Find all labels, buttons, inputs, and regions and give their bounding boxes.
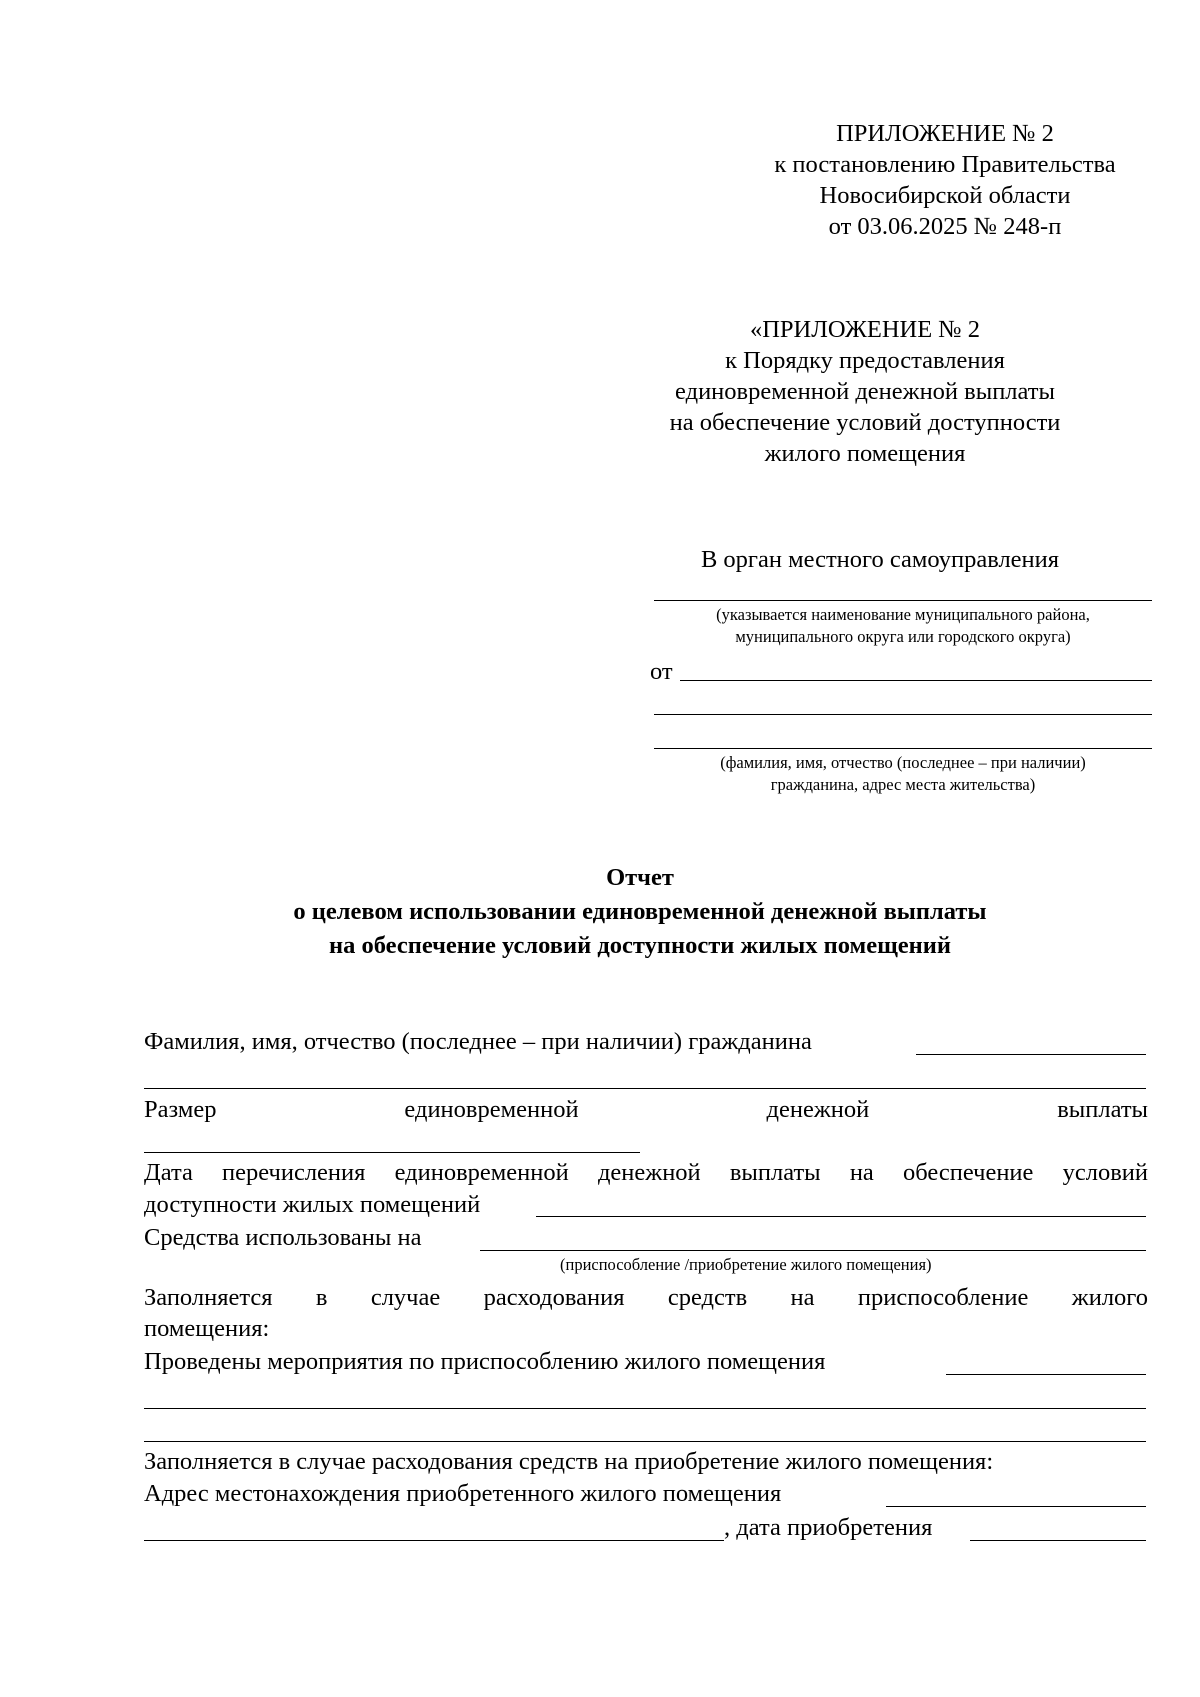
- purchase-date-line[interactable]: [970, 1540, 1146, 1541]
- funds-used-line[interactable]: [480, 1250, 1146, 1251]
- report-title-line2: о целевом использовании единовременной денежной выплаты: [293, 898, 987, 925]
- measures-label: Проведены мероприятия по приспособлению жилого помещения: [144, 1348, 826, 1375]
- transfer-date-label-1: Дата перечисления единовременной денежной выплаты на обеспечение условий: [144, 1159, 1148, 1186]
- municipality-hint: (указывается наименование муниципального района, муниципального округа или городского округа): [716, 605, 1090, 646]
- purchase-date-label: , дата приобретения: [724, 1514, 933, 1541]
- applicant-line-1[interactable]: [680, 680, 1152, 681]
- measures-line-2[interactable]: [144, 1408, 1146, 1409]
- order-annex-number: «ПРИЛОЖЕНИЕ № 2: [749, 316, 981, 343]
- applicant-line-2[interactable]: [654, 714, 1152, 715]
- transfer-date-line[interactable]: [536, 1216, 1146, 1217]
- fio-line-2[interactable]: [144, 1088, 1146, 1089]
- addressee-title: В орган местного самоуправления: [700, 546, 1060, 573]
- municipality-line[interactable]: [654, 600, 1152, 601]
- address-line[interactable]: [886, 1506, 1146, 1507]
- funds-used-label: Средства использованы на: [144, 1224, 422, 1251]
- address-label: Адрес местонахождения приобретенного жилого помещения: [144, 1480, 782, 1507]
- applicant-line-3[interactable]: [654, 748, 1152, 749]
- from-label: от: [650, 658, 673, 685]
- report-title-line1: Отчет: [606, 864, 674, 891]
- annex-header: [720, 118, 1170, 242]
- measures-line-1[interactable]: [946, 1374, 1146, 1375]
- order-annex-header: [640, 314, 1090, 469]
- address-line-2[interactable]: [144, 1540, 724, 1541]
- fio-line-1[interactable]: [916, 1054, 1146, 1055]
- annex-region: Новосибирской области: [819, 182, 1071, 209]
- adaptation-note-1: Заполняется в случае расходования средств на приспособление жилого: [144, 1284, 1148, 1311]
- report-title: [150, 861, 1130, 963]
- order-annex-line3: единовременной денежной выплаты: [675, 378, 1055, 405]
- purchase-note: Заполняется в случае расходования средств на приобретение жилого помещения:: [144, 1448, 994, 1475]
- order-annex-line5: жилого помещения: [764, 440, 966, 467]
- payment-size-label: Размер единовременной денежной выплаты: [144, 1096, 1148, 1123]
- applicant-hint: (фамилия, имя, отчество (последнее – при наличии) гражданина, адрес места жительства): [720, 753, 1086, 794]
- measures-line-3[interactable]: [144, 1441, 1146, 1442]
- report-title-line3: на обеспечение условий доступности жилых помещений: [329, 932, 951, 959]
- payment-size-line[interactable]: [144, 1152, 640, 1153]
- annex-date: от 03.06.2025 № 248-п: [828, 213, 1062, 240]
- funds-used-hint: (приспособление /приобретение жилого помещения): [560, 1255, 932, 1274]
- transfer-date-label-2: доступности жилых помещений: [144, 1191, 481, 1218]
- order-annex-line4: на обеспечение условий доступности: [669, 409, 1061, 436]
- adaptation-note-2: помещения:: [144, 1315, 270, 1342]
- annex-decree: к постановлению Правительства: [774, 151, 1116, 178]
- order-annex-line2: к Порядку предоставления: [725, 347, 1005, 374]
- fio-label: Фамилия, имя, отчество (последнее – при наличии) гражданина: [144, 1028, 812, 1055]
- annex-number: ПРИЛОЖЕНИЕ № 2: [836, 120, 1054, 147]
